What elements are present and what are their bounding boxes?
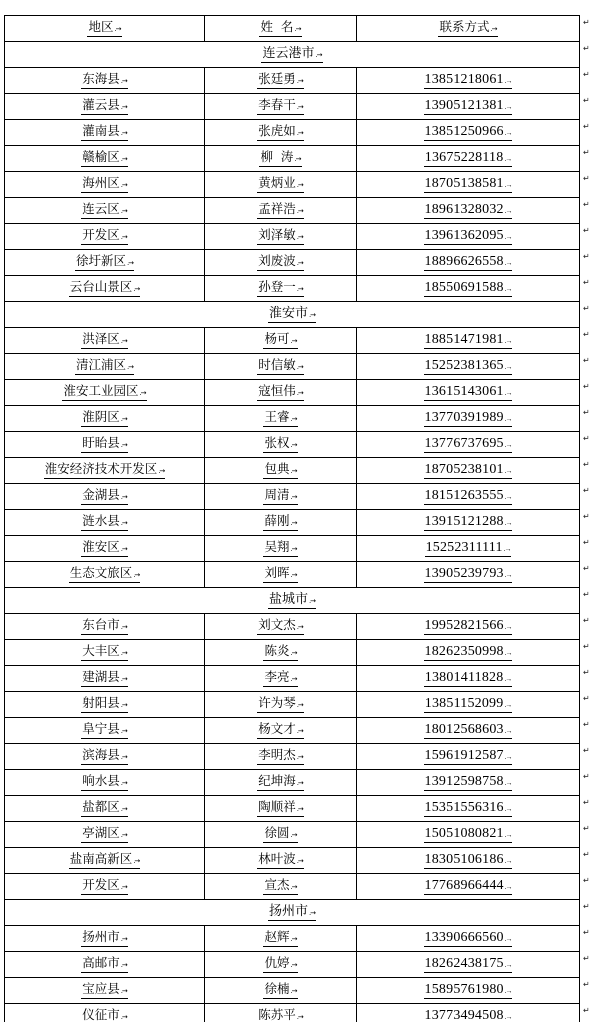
region-name: 淮阴区 .→ bbox=[81, 410, 128, 427]
phone-number-cell bbox=[357, 978, 580, 1004]
contact-name-cell bbox=[205, 666, 357, 692]
region-name: 盐南高新区 .→ bbox=[69, 852, 141, 869]
region-name: 生态文旅区 .→ bbox=[69, 566, 141, 583]
city-header-row bbox=[5, 588, 580, 614]
contact-name: 许为琴 .→ bbox=[257, 696, 304, 713]
contact-name-cell bbox=[205, 510, 357, 536]
phone-number: 19952821566 .→ bbox=[424, 619, 513, 635]
region-name-cell bbox=[5, 874, 205, 900]
contact-name-cell bbox=[205, 484, 357, 510]
region-name: 滨海县 .→ bbox=[81, 748, 128, 765]
paragraph-mark: ↵ bbox=[583, 850, 590, 859]
phone-number: 13905239793 .→ bbox=[424, 567, 513, 583]
region-name: 大丰区 .→ bbox=[81, 644, 128, 661]
paragraph-mark: ↵ bbox=[583, 824, 590, 833]
contact-name: 纪坤海 .→ bbox=[257, 774, 304, 791]
phone-number: 13770391989 .→ bbox=[424, 411, 513, 427]
contact-name: 黄炳业 .→ bbox=[257, 176, 304, 193]
paragraph-mark: ↵ bbox=[583, 694, 590, 703]
city-name-cell bbox=[5, 900, 580, 926]
phone-number-cell bbox=[357, 68, 580, 94]
phone-number-cell bbox=[357, 172, 580, 198]
region-name-cell bbox=[5, 172, 205, 198]
phone-number: 13851250966 .→ bbox=[424, 125, 513, 141]
region-name: 涟水县 .→ bbox=[81, 514, 128, 531]
table-row bbox=[5, 822, 580, 848]
region-name: 宝应县 .→ bbox=[81, 982, 128, 999]
phone-number: 15895761980 .→ bbox=[424, 983, 513, 999]
phone-number: 18705238101 .→ bbox=[424, 463, 513, 479]
phone-number: 17768966444 .→ bbox=[424, 879, 513, 895]
contact-name-cell bbox=[205, 198, 357, 224]
contact-name-cell bbox=[205, 94, 357, 120]
table-row bbox=[5, 926, 580, 952]
contact-name: 吴翔 .→ bbox=[263, 540, 297, 557]
table-row bbox=[5, 640, 580, 666]
contact-name-cell bbox=[205, 770, 357, 796]
contact-name-cell bbox=[205, 432, 357, 458]
contact-name: 孟祥浩 .→ bbox=[257, 202, 304, 219]
region-name-cell bbox=[5, 146, 205, 172]
region-name: 淮安区 .→ bbox=[81, 540, 128, 557]
phone-number: 18262350998 .→ bbox=[424, 645, 513, 661]
paragraph-mark: ↵ bbox=[583, 252, 590, 261]
phone-number-cell bbox=[357, 874, 580, 900]
region-name: 东海县 .→ bbox=[81, 72, 128, 89]
contact-name: 周清 .→ bbox=[263, 488, 297, 505]
table-row bbox=[5, 198, 580, 224]
table-row bbox=[5, 432, 580, 458]
phone-number: 13390666560 .→ bbox=[424, 931, 513, 947]
region-name: 东台市 .→ bbox=[81, 618, 128, 635]
paragraph-mark: ↵ bbox=[583, 798, 590, 807]
phone-number-cell bbox=[357, 562, 580, 588]
contact-name: 徐圆 .→ bbox=[263, 826, 297, 843]
phone-number-cell bbox=[357, 640, 580, 666]
paragraph-mark-column bbox=[581, 15, 600, 1029]
contact-name: 李春干 .→ bbox=[257, 98, 304, 115]
table-row bbox=[5, 484, 580, 510]
paragraph-mark: ↵ bbox=[583, 96, 590, 105]
region-name: 云台山景区 .→ bbox=[69, 280, 141, 297]
phone-number: 15252381365 .→ bbox=[424, 359, 513, 375]
contact-name-cell bbox=[205, 718, 357, 744]
header-name-cell bbox=[205, 16, 357, 42]
paragraph-mark: ↵ bbox=[583, 122, 590, 131]
contact-name-cell bbox=[205, 796, 357, 822]
phone-number: 18550691588 .→ bbox=[424, 281, 513, 297]
table-row bbox=[5, 510, 580, 536]
paragraph-mark: ↵ bbox=[583, 148, 590, 157]
region-name-cell bbox=[5, 406, 205, 432]
contact-name: 孙登一 .→ bbox=[257, 280, 304, 297]
region-name: 开发区 .→ bbox=[81, 878, 128, 895]
phone-number-cell bbox=[357, 406, 580, 432]
region-name: 仪征市 .→ bbox=[81, 1008, 128, 1025]
phone-number: 18851471981 .→ bbox=[424, 333, 513, 349]
table-row bbox=[5, 68, 580, 94]
city-name-cell bbox=[5, 302, 580, 328]
table-row bbox=[5, 718, 580, 744]
contact-name-cell bbox=[205, 744, 357, 770]
paragraph-mark: ↵ bbox=[583, 408, 590, 417]
contact-name-cell bbox=[205, 224, 357, 250]
paragraph-mark: ↵ bbox=[583, 538, 590, 547]
region-name-cell bbox=[5, 848, 205, 874]
phone-number-cell bbox=[357, 328, 580, 354]
phone-number-cell bbox=[357, 692, 580, 718]
contact-name: 包典 .→ bbox=[263, 462, 297, 479]
phone-number: 15051080821 .→ bbox=[424, 827, 513, 843]
header-region-cell bbox=[5, 16, 205, 42]
region-name-cell bbox=[5, 614, 205, 640]
contact-name-cell bbox=[205, 406, 357, 432]
paragraph-mark: ↵ bbox=[583, 772, 590, 781]
contact-name: 仇婷 .→ bbox=[263, 956, 297, 973]
contact-name: 薛刚 .→ bbox=[263, 514, 297, 531]
paragraph-mark: ↵ bbox=[583, 876, 590, 885]
region-name-cell bbox=[5, 68, 205, 94]
table-row bbox=[5, 354, 580, 380]
table-row bbox=[5, 874, 580, 900]
region-name-cell bbox=[5, 250, 205, 276]
region-name-cell bbox=[5, 978, 205, 1004]
contact-name: 张虎如 .→ bbox=[257, 124, 304, 141]
paragraph-mark: ↵ bbox=[583, 616, 590, 625]
phone-number: 13615143061 .→ bbox=[424, 385, 513, 401]
phone-number: 13851152099 .→ bbox=[424, 697, 512, 713]
phone-number-cell bbox=[357, 354, 580, 380]
region-name: 盱眙县 .→ bbox=[81, 436, 128, 453]
table-row bbox=[5, 172, 580, 198]
phone-number-cell bbox=[357, 250, 580, 276]
paragraph-mark: ↵ bbox=[583, 70, 590, 79]
table-row bbox=[5, 94, 580, 120]
phone-number-cell bbox=[357, 120, 580, 146]
city-name-cell bbox=[5, 588, 580, 614]
contact-name-cell bbox=[205, 926, 357, 952]
phone-number-cell bbox=[357, 848, 580, 874]
contact-name: 陈炎 .→ bbox=[263, 644, 297, 661]
contact-name: 李亮 .→ bbox=[263, 670, 297, 687]
phone-number-cell bbox=[357, 198, 580, 224]
region-name: 灌南县 .→ bbox=[81, 124, 128, 141]
phone-number-cell bbox=[357, 224, 580, 250]
region-name-cell bbox=[5, 276, 205, 302]
region-name: 海州区 .→ bbox=[81, 176, 128, 193]
region-name: 亭湖区 .→ bbox=[81, 826, 128, 843]
contact-name: 刘文杰 .→ bbox=[257, 618, 304, 635]
region-name-cell bbox=[5, 120, 205, 146]
contact-name-cell bbox=[205, 978, 357, 1004]
contact-name: 陶顺祥 .→ bbox=[257, 800, 304, 817]
region-name-cell bbox=[5, 536, 205, 562]
contact-name: 柳 涛 .→ bbox=[259, 150, 301, 167]
contact-name-cell bbox=[205, 952, 357, 978]
phone-number: 15961912587 .→ bbox=[424, 749, 513, 765]
table-row bbox=[5, 380, 580, 406]
contact-name: 宣杰 .→ bbox=[263, 878, 297, 895]
table-row bbox=[5, 276, 580, 302]
region-name-cell bbox=[5, 458, 205, 484]
region-name-cell bbox=[5, 432, 205, 458]
contact-name-cell bbox=[205, 146, 357, 172]
contact-name: 寇恒伟 .→ bbox=[257, 384, 304, 401]
paragraph-mark: ↵ bbox=[583, 746, 590, 755]
city-name-cell bbox=[5, 42, 580, 68]
phone-number-cell bbox=[357, 744, 580, 770]
phone-number: 18262438175 .→ bbox=[424, 957, 513, 973]
phone-number: 18012568603 .→ bbox=[424, 723, 513, 739]
contact-name-cell bbox=[205, 250, 357, 276]
region-name: 扬州市 .→ bbox=[81, 930, 128, 947]
table-row bbox=[5, 224, 580, 250]
contact-name: 陈苏平 .→ bbox=[257, 1008, 304, 1025]
phone-number: 13851218061 .→ bbox=[424, 73, 513, 89]
contact-name-cell bbox=[205, 614, 357, 640]
contact-name-cell bbox=[205, 692, 357, 718]
phone-number: 13912598758 .→ bbox=[424, 775, 513, 791]
contact-name: 李明杰 .→ bbox=[257, 748, 304, 765]
paragraph-mark: ↵ bbox=[583, 278, 590, 287]
phone-number: 13801411828 .→ bbox=[424, 671, 512, 687]
region-name-cell bbox=[5, 692, 205, 718]
contact-name-cell bbox=[205, 874, 357, 900]
region-name-cell bbox=[5, 666, 205, 692]
table-row bbox=[5, 250, 580, 276]
table-row bbox=[5, 458, 580, 484]
region-name: 开发区 .→ bbox=[81, 228, 128, 245]
region-name-cell bbox=[5, 640, 205, 666]
table-row bbox=[5, 614, 580, 640]
contact-name: 时信敏 .→ bbox=[257, 358, 304, 375]
region-name: 射阳县 .→ bbox=[81, 696, 128, 713]
paragraph-mark: ↵ bbox=[583, 174, 590, 183]
phone-number: 15252311111 .→ bbox=[425, 541, 512, 557]
contact-name: 王睿 .→ bbox=[263, 410, 297, 427]
phone-number-cell bbox=[357, 146, 580, 172]
phone-number-cell bbox=[357, 458, 580, 484]
phone-number-cell bbox=[357, 380, 580, 406]
table-row bbox=[5, 562, 580, 588]
contact-name: 张廷勇 .→ bbox=[257, 72, 304, 89]
region-name-cell bbox=[5, 380, 205, 406]
contact-table bbox=[4, 15, 580, 1030]
phone-number-cell bbox=[357, 796, 580, 822]
city-name: 淮安市 .→ bbox=[268, 307, 316, 323]
paragraph-mark: ↵ bbox=[583, 304, 590, 313]
city-header-row bbox=[5, 900, 580, 926]
region-name: 清江浦区 .→ bbox=[75, 358, 134, 375]
city-header-row bbox=[5, 302, 580, 328]
region-name-cell bbox=[5, 198, 205, 224]
header-contact-cell bbox=[357, 16, 580, 42]
phone-number-cell bbox=[357, 952, 580, 978]
paragraph-mark: ↵ bbox=[583, 486, 590, 495]
contact-name-cell bbox=[205, 640, 357, 666]
phone-number-cell bbox=[357, 276, 580, 302]
paragraph-mark: ↵ bbox=[583, 382, 590, 391]
contact-name-cell bbox=[205, 328, 357, 354]
region-name: 金湖县 .→ bbox=[81, 488, 128, 505]
paragraph-mark: ↵ bbox=[583, 200, 590, 209]
contact-name: 杨可 .→ bbox=[263, 332, 297, 349]
region-name-cell bbox=[5, 328, 205, 354]
table-row bbox=[5, 328, 580, 354]
paragraph-mark: ↵ bbox=[583, 18, 590, 27]
phone-number-cell bbox=[357, 926, 580, 952]
paragraph-mark: ↵ bbox=[583, 668, 590, 677]
contact-name-cell bbox=[205, 68, 357, 94]
region-name-cell bbox=[5, 744, 205, 770]
region-name-cell bbox=[5, 484, 205, 510]
region-name-cell bbox=[5, 354, 205, 380]
paragraph-mark: ↵ bbox=[583, 356, 590, 365]
header-region: 地区 .→ bbox=[87, 20, 121, 37]
phone-number: 18305106186 .→ bbox=[424, 853, 513, 869]
table-row bbox=[5, 978, 580, 1004]
phone-number: 18896626558 .→ bbox=[424, 255, 513, 271]
phone-number: 18961328032 .→ bbox=[424, 203, 513, 219]
region-name: 响水县 .→ bbox=[81, 774, 128, 791]
phone-number: 13915121288 .→ bbox=[424, 515, 513, 531]
paragraph-mark: ↵ bbox=[583, 564, 590, 573]
contact-name: 张权 .→ bbox=[263, 436, 297, 453]
table-row bbox=[5, 120, 580, 146]
contact-name: 赵辉 .→ bbox=[263, 930, 297, 947]
phone-number-cell bbox=[357, 718, 580, 744]
table-row bbox=[5, 952, 580, 978]
region-name: 高邮市 .→ bbox=[81, 956, 128, 973]
region-name-cell bbox=[5, 770, 205, 796]
city-name: 盐城市 .→ bbox=[268, 593, 316, 609]
phone-number: 15351556316 .→ bbox=[424, 801, 513, 817]
paragraph-mark: ↵ bbox=[583, 1006, 590, 1015]
region-name: 徐圩新区 .→ bbox=[75, 254, 134, 271]
paragraph-mark: ↵ bbox=[583, 330, 590, 339]
table-row bbox=[5, 536, 580, 562]
city-header-row bbox=[5, 42, 580, 68]
region-name: 连云区 .→ bbox=[81, 202, 128, 219]
phone-number-cell bbox=[357, 770, 580, 796]
phone-number-cell bbox=[357, 822, 580, 848]
table-row bbox=[5, 796, 580, 822]
paragraph-mark: ↵ bbox=[583, 590, 590, 599]
contact-name-cell bbox=[205, 822, 357, 848]
paragraph-mark: ↵ bbox=[583, 434, 590, 443]
phone-number: 13961362095 .→ bbox=[424, 229, 513, 245]
region-name-cell bbox=[5, 822, 205, 848]
paragraph-mark: ↵ bbox=[583, 954, 590, 963]
phone-number-cell bbox=[357, 510, 580, 536]
contact-name: 徐楠 .→ bbox=[263, 982, 297, 999]
table-row bbox=[5, 406, 580, 432]
contact-name: 林叶波 .→ bbox=[257, 852, 304, 869]
contact-name: 刘废波 .→ bbox=[257, 254, 304, 271]
region-name: 洪泽区 .→ bbox=[81, 332, 128, 349]
contact-name-cell bbox=[205, 536, 357, 562]
region-name-cell bbox=[5, 796, 205, 822]
region-name: 阜宁县 .→ bbox=[81, 722, 128, 739]
region-name-cell bbox=[5, 94, 205, 120]
table-row bbox=[5, 692, 580, 718]
region-name: 盐都区 .→ bbox=[81, 800, 128, 817]
region-name-cell bbox=[5, 510, 205, 536]
region-name: 建湖县 .→ bbox=[81, 670, 128, 687]
region-name: 灌云县 .→ bbox=[81, 98, 128, 115]
phone-number: 13776737695 .→ bbox=[424, 437, 513, 453]
paragraph-mark: ↵ bbox=[583, 44, 590, 53]
paragraph-mark: ↵ bbox=[583, 512, 590, 521]
table-row bbox=[5, 770, 580, 796]
paragraph-mark: ↵ bbox=[583, 226, 590, 235]
phone-number: 13773494508 .→ bbox=[424, 1009, 513, 1025]
region-name: 淮安工业园区 .→ bbox=[62, 384, 146, 401]
paragraph-mark: ↵ bbox=[583, 902, 590, 911]
region-name-cell bbox=[5, 926, 205, 952]
region-name-cell bbox=[5, 952, 205, 978]
region-name-cell bbox=[5, 718, 205, 744]
phone-number: 18705138581 .→ bbox=[424, 177, 513, 193]
phone-number: 13905121381 .→ bbox=[424, 99, 513, 115]
phone-number-cell bbox=[357, 94, 580, 120]
phone-number: 18151263555 .→ bbox=[424, 489, 513, 505]
table-row bbox=[5, 848, 580, 874]
table-row bbox=[5, 666, 580, 692]
contact-name-cell bbox=[205, 172, 357, 198]
contact-name-cell bbox=[205, 562, 357, 588]
paragraph-mark: ↵ bbox=[583, 460, 590, 469]
header-contact: 联系方式 .→ bbox=[438, 20, 497, 37]
paragraph-mark: ↵ bbox=[583, 980, 590, 989]
paragraph-mark: ↵ bbox=[583, 720, 590, 729]
page-edge bbox=[0, 1022, 600, 1033]
phone-number-cell bbox=[357, 614, 580, 640]
region-name: 淮安经济技术开发区 .→ bbox=[44, 462, 166, 479]
contact-name-cell bbox=[205, 354, 357, 380]
header-name: 姓 名 .→ bbox=[259, 20, 301, 37]
region-name-cell bbox=[5, 224, 205, 250]
contact-name-cell bbox=[205, 848, 357, 874]
phone-number-cell bbox=[357, 432, 580, 458]
contact-name: 杨文才 .→ bbox=[257, 722, 304, 739]
phone-number-cell bbox=[357, 484, 580, 510]
contact-table-body bbox=[5, 16, 580, 1030]
table-row bbox=[5, 146, 580, 172]
region-name: 赣榆区 .→ bbox=[81, 150, 128, 167]
table-row bbox=[5, 744, 580, 770]
contact-name: 刘泽敏 .→ bbox=[257, 228, 304, 245]
phone-number-cell bbox=[357, 536, 580, 562]
header-row bbox=[5, 16, 580, 42]
city-name: 扬州市 .→ bbox=[268, 905, 316, 921]
city-name: 连云港市 .→ bbox=[261, 47, 322, 63]
contact-name-cell bbox=[205, 458, 357, 484]
contact-name-cell bbox=[205, 276, 357, 302]
contact-name-cell bbox=[205, 120, 357, 146]
contact-name: 刘晖 .→ bbox=[263, 566, 297, 583]
paragraph-mark: ↵ bbox=[583, 642, 590, 651]
phone-number-cell bbox=[357, 666, 580, 692]
region-name-cell bbox=[5, 562, 205, 588]
paragraph-mark: ↵ bbox=[583, 928, 590, 937]
phone-number: 13675228118 .→ bbox=[424, 151, 512, 167]
contact-name-cell bbox=[205, 380, 357, 406]
